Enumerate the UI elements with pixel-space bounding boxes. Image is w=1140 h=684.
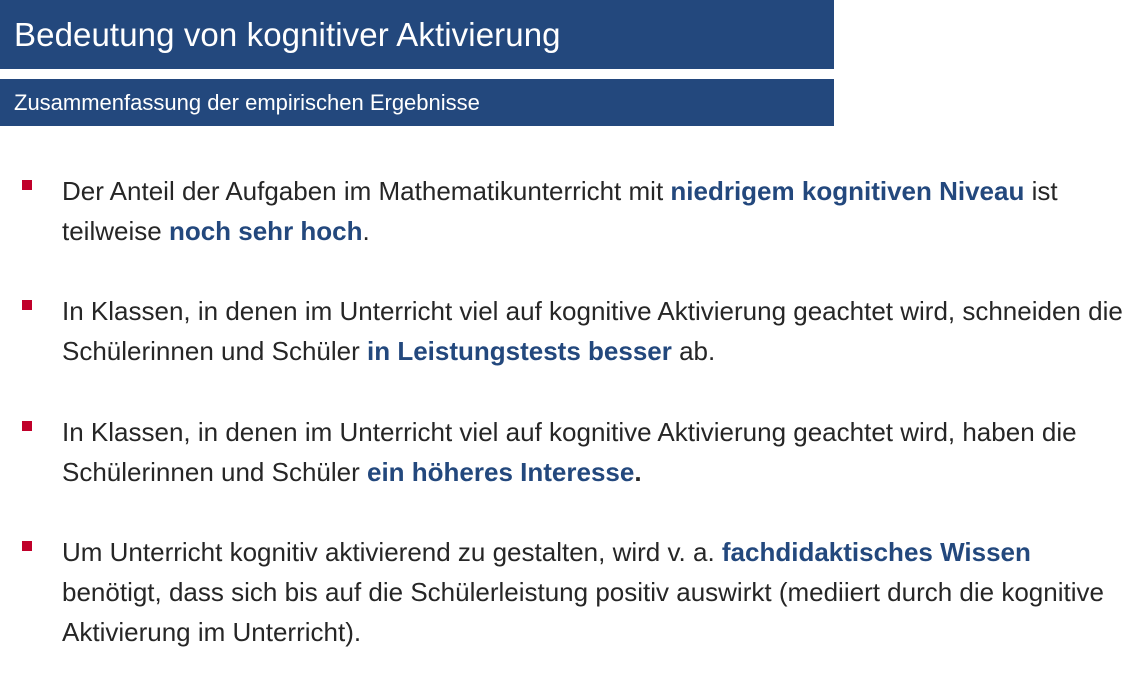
bullet-4-emphasis-a: fachdidaktisches Wissen <box>721 537 1031 567</box>
bullet-4-text-a: Um Unterricht kognitiv aktivierend zu gestalten, wird v. a. <box>62 537 722 567</box>
bullet-3-text-b: . <box>634 457 642 487</box>
bullet-text-4 <box>62 532 1132 652</box>
bullet-3-text-a: In Klassen, in denen im Unterricht viel auf kognitive Aktivierung geachtet wird, haben die Schülerinnen und Schüler <box>62 417 1077 487</box>
title-bar <box>0 0 834 69</box>
bullet-1-emphasis-b: noch sehr hoch <box>168 216 363 246</box>
bullet-4-text-b: benötigt, dass sich bis auf die Schülerleistung positiv auswirkt (mediiert durch die kognitive Aktivierung im Unterricht). <box>62 577 1104 647</box>
bullet-1-text-a: Der Anteil der Aufgaben im Mathematikunterricht mit <box>62 176 671 206</box>
slide-subtitle: Zusammenfassung der empirischen Ergebnisse <box>14 89 480 115</box>
bullet-marker-icon <box>22 421 32 431</box>
bullet-text-2 <box>62 291 1132 371</box>
bullet-text-3 <box>62 412 1132 492</box>
bullet-3-emphasis-a: ein höheres Interesse <box>366 457 635 487</box>
bullet-1-emphasis-a: niedrigem kognitiven Niveau <box>670 176 1025 206</box>
bullet-2-emphasis-a: in Leistungstests besser <box>366 336 672 366</box>
bullet-marker-icon <box>22 300 32 310</box>
subtitle-bar <box>0 79 834 126</box>
bullet-marker-icon <box>22 541 32 551</box>
bullet-1-text-c: . <box>362 216 370 246</box>
bullet-2-text-a: In Klassen, in denen im Unterricht viel auf kognitive Aktivierung geachtet wird, schneiden die Schülerinnen und Schüler <box>62 296 1123 366</box>
bullet-marker-icon <box>22 180 32 190</box>
bullet-text-1 <box>62 171 1132 251</box>
bullet-1-text-b: ist teilweise <box>62 176 1058 246</box>
slide-title: Bedeutung von kognitiver Aktivierung <box>14 15 561 53</box>
bullet-2-text-b: ab. <box>671 336 716 366</box>
